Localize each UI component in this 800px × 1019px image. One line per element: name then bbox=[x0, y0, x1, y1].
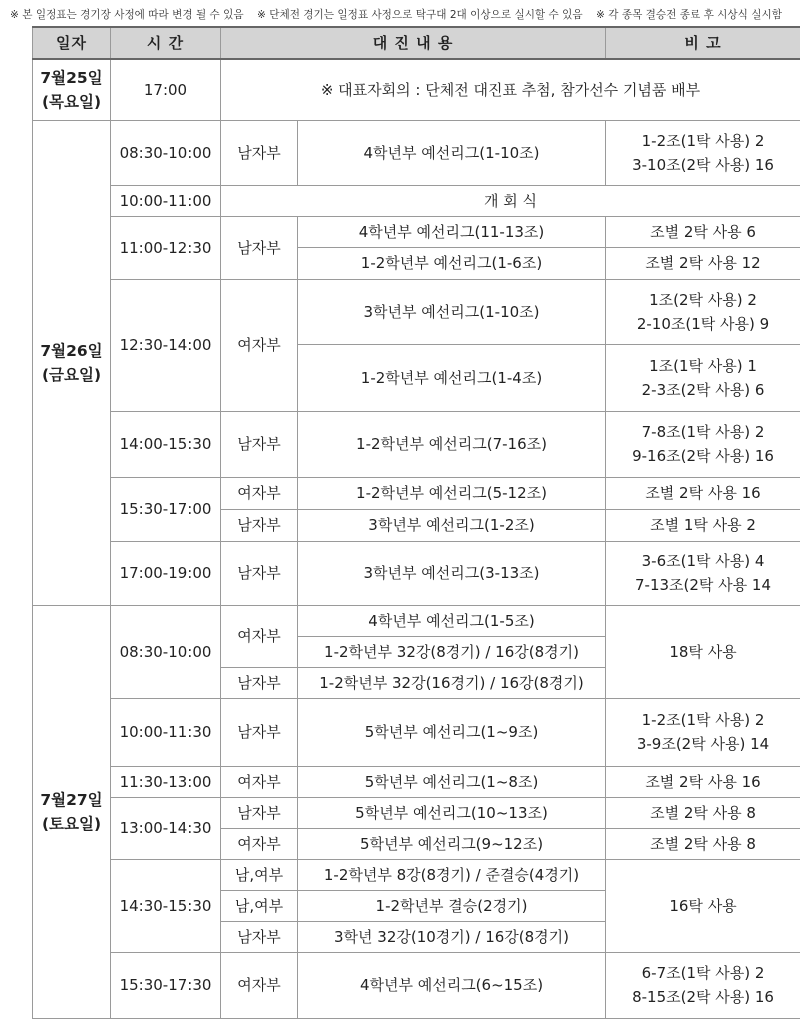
division-cell: 남자부 bbox=[221, 509, 298, 541]
table-row bbox=[33, 185, 800, 216]
content-cell: 1-2학년부 8강(8경기) / 준결승(4경기) bbox=[298, 859, 606, 890]
table-row bbox=[33, 766, 800, 797]
time-cell: 12:30-14:00 bbox=[111, 279, 221, 411]
time-cell: 11:00-12:30 bbox=[111, 216, 221, 279]
content-cell: 1-2학년부 예선리그(7-16조) bbox=[298, 411, 606, 477]
table-row bbox=[33, 216, 800, 247]
content-cell: 3학년부 예선리그(1-2조) bbox=[298, 509, 606, 541]
table-row bbox=[33, 411, 800, 477]
division-cell: 남자부 bbox=[221, 541, 298, 605]
time-cell: 11:30-13:00 bbox=[111, 766, 221, 797]
content-cell: 개 회 식 bbox=[221, 185, 800, 216]
header-remark: 비 고 bbox=[606, 27, 800, 59]
table-row bbox=[33, 541, 800, 605]
remark-cell: 16탁 사용 bbox=[606, 859, 800, 952]
remark-cell: 6-7조(1탁 사용) 2 8-15조(2탁 사용) 16 bbox=[606, 952, 800, 1018]
division-cell: 남자부 bbox=[221, 120, 298, 185]
division-cell: 남자부 bbox=[221, 921, 298, 952]
time-cell: 15:30-17:00 bbox=[111, 477, 221, 541]
remark-cell: 18탁 사용 bbox=[606, 605, 800, 698]
division-cell: 여자부 bbox=[221, 766, 298, 797]
remark-cell: 조별 2탁 사용 16 bbox=[606, 766, 800, 797]
remark-cell: 7-8조(1탁 사용) 2 9-16조(2탁 사용) 16 bbox=[606, 411, 800, 477]
table-row bbox=[33, 477, 800, 509]
time-cell: 08:30-10:00 bbox=[111, 120, 221, 185]
table-row bbox=[33, 59, 800, 120]
content-cell: 1-2학년부 32강(16경기) / 16강(8경기) bbox=[298, 667, 606, 698]
content-cell: 1-2학년부 32강(8경기) / 16강(8경기) bbox=[298, 636, 606, 667]
division-cell: 여자부 bbox=[221, 477, 298, 509]
remark-cell: 1조(2탁 사용) 2 2-10조(1탁 사용) 9 bbox=[606, 279, 800, 344]
remark-cell: 조별 1탁 사용 2 bbox=[606, 509, 800, 541]
schedule-notes bbox=[10, 4, 800, 26]
division-cell: 여자부 bbox=[221, 279, 298, 411]
division-cell: 남,여부 bbox=[221, 890, 298, 921]
content-cell: 3학년부 예선리그(1-10조) bbox=[298, 279, 606, 344]
time-cell: 10:00-11:30 bbox=[111, 698, 221, 766]
division-cell: 여자부 bbox=[221, 605, 298, 667]
table-row bbox=[33, 605, 800, 636]
content-cell: 5학년부 예선리그(9~12조) bbox=[298, 828, 606, 859]
note-2: ※ 단체전 경기는 일정표 사정으로 탁구대 2대 이상으로 실시할 수 있음 bbox=[257, 9, 583, 21]
remark-cell: 조별 2탁 사용 12 bbox=[606, 247, 800, 279]
schedule-table bbox=[32, 26, 800, 1019]
remark-cell: 3-6조(1탁 사용) 4 7-13조(2탁 사용 14 bbox=[606, 541, 800, 605]
content-cell: 1-2학년부 예선리그(1-6조) bbox=[298, 247, 606, 279]
header-time: 시 간 bbox=[111, 27, 221, 59]
time-cell: 08:30-10:00 bbox=[111, 605, 221, 698]
time-cell: 17:00-19:00 bbox=[111, 541, 221, 605]
content-cell: 4학년부 예선리그(6~15조) bbox=[298, 952, 606, 1018]
note-3: ※ 각 종목 결승전 종료 후 시상식 실시함 bbox=[596, 9, 782, 21]
header-row bbox=[33, 27, 800, 59]
remark-cell: 조별 2탁 사용 8 bbox=[606, 797, 800, 828]
division-cell: 남자부 bbox=[221, 667, 298, 698]
content-cell: 5학년부 예선리그(10~13조) bbox=[298, 797, 606, 828]
header-date: 일자 bbox=[33, 27, 111, 59]
content-cell: 5학년부 예선리그(1~8조) bbox=[298, 766, 606, 797]
division-cell: 남자부 bbox=[221, 797, 298, 828]
header-content: 대 진 내 용 bbox=[221, 27, 606, 59]
content-cell: 1-2학년부 예선리그(5-12조) bbox=[298, 477, 606, 509]
time-cell: 14:30-15:30 bbox=[111, 859, 221, 952]
note-1: ※ 본 일정표는 경기장 사정에 따라 변경 될 수 있음 bbox=[10, 9, 244, 21]
table-row bbox=[33, 797, 800, 828]
division-cell: 남자부 bbox=[221, 411, 298, 477]
time-cell: 10:00-11:00 bbox=[111, 185, 221, 216]
content-cell: 4학년부 예선리그(1-10조) bbox=[298, 120, 606, 185]
table-row bbox=[33, 859, 800, 890]
content-cell: 3학년부 예선리그(3-13조) bbox=[298, 541, 606, 605]
time-cell: 15:30-17:30 bbox=[111, 952, 221, 1018]
remark-cell: 조별 2탁 사용 16 bbox=[606, 477, 800, 509]
division-cell: 남자부 bbox=[221, 698, 298, 766]
table-row bbox=[33, 952, 800, 1018]
content-cell: 4학년부 예선리그(1-5조) bbox=[298, 605, 606, 636]
division-cell: 여자부 bbox=[221, 828, 298, 859]
content-cell: 5학년부 예선리그(1~9조) bbox=[298, 698, 606, 766]
table-row bbox=[33, 698, 800, 766]
time-cell: 17:00 bbox=[111, 59, 221, 120]
content-cell: 4학년부 예선리그(11-13조) bbox=[298, 216, 606, 247]
content-cell: 1-2학년부 결승(2경기) bbox=[298, 890, 606, 921]
division-cell: 남자부 bbox=[221, 216, 298, 279]
remark-cell: 1-2조(1탁 사용) 2 3-10조(2탁 사용) 16 bbox=[606, 120, 800, 185]
date-cell: 7월26일 (금요일) bbox=[33, 120, 111, 605]
time-cell: 14:00-15:30 bbox=[111, 411, 221, 477]
remark-cell: 조별 2탁 사용 8 bbox=[606, 828, 800, 859]
remark-cell: 1-2조(1탁 사용) 2 3-9조(2탁 사용) 14 bbox=[606, 698, 800, 766]
content-cell: 3학년 32강(10경기) / 16강(8경기) bbox=[298, 921, 606, 952]
remark-cell: 조별 2탁 사용 6 bbox=[606, 216, 800, 247]
table-row bbox=[33, 120, 800, 185]
date-cell: 7월25일 (목요일) bbox=[33, 59, 111, 120]
division-cell: 여자부 bbox=[221, 952, 298, 1018]
content-cell: 1-2학년부 예선리그(1-4조) bbox=[298, 344, 606, 411]
time-cell: 13:00-14:30 bbox=[111, 797, 221, 859]
division-cell: 남,여부 bbox=[221, 859, 298, 890]
remark-cell: 1조(1탁 사용) 1 2-3조(2탁 사용) 6 bbox=[606, 344, 800, 411]
table-row bbox=[33, 279, 800, 344]
content-cell: ※ 대표자회의 : 단체전 대진표 추첨, 참가선수 기념품 배부 bbox=[221, 59, 800, 120]
date-cell: 7월27일 (토요일) bbox=[33, 605, 111, 1018]
